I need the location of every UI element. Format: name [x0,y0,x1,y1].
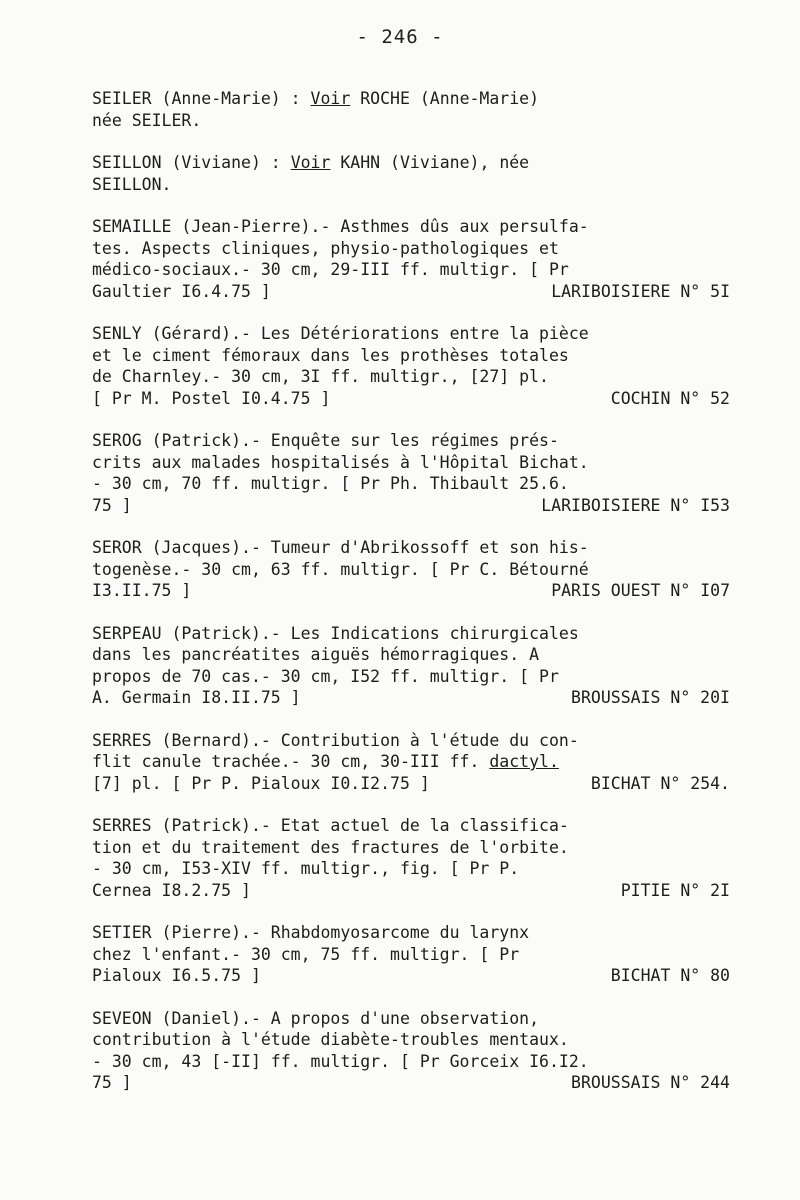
entry-line: SERPEAU (Patrick).- Les Indications chirurgicales [92,623,579,643]
entry-line: - 30 cm, 70 ff. multigr. [ Pr Ph. Thibault 25.6. [92,474,569,493]
entry-line: dans les pancréatites aiguës hémorragiques. A [92,645,540,664]
entry-last-line: [7] pl. [ Pr P. Pialoux I0.I2.75 ] BICHAT N° 254. [92,773,730,793]
shelf-mark: BROUSSAIS N° 244 [571,1073,730,1092]
catalog-entry [92,623,732,709]
entry-line: SENLY (Gérard).- Les Détériorations entre la pièce [92,324,589,343]
entry-last-line: 75 ] LARIBOISIERE N° I53 [92,495,730,515]
entry-line: tes. Aspects cliniques, physio-pathologiques et [92,238,559,258]
catalog-entries [92,88,732,1115]
entry-last-line: Gaultier I6.4.75 ] LARIBOISIERE N° 5I [92,281,730,301]
shelf-mark: COCHIN N° 52 [610,388,730,408]
entry-line: SEMAILLE (Jean-Pierre).- Asthmes dûs aux persulfa- [92,217,589,236]
voir-link: Voir [310,89,351,108]
entry-line: SEILER (Anne-Marie) : Voir ROCHE (Anne-Marie) [92,89,540,108]
catalog-entry [92,537,732,602]
catalog-entry [92,1008,732,1094]
catalog-entry [92,730,732,795]
page-number: - 246 - [356,26,444,48]
entry-last-line: 75 ] BROUSSAIS N° 244 [92,1073,730,1092]
shelf-mark: BICHAT N° 254. [590,773,730,793]
shelf-mark: LARIBOISIERE N° 5I [551,281,730,301]
catalog-entry [92,430,732,516]
shelf-mark: PARIS OUEST N° I07 [551,581,730,600]
entry-last-line: Pialoux I6.5.75 ] BICHAT N° 80 [92,966,730,985]
entry-last-line: Cernea I8.2.75 ] PITIE N° 2I [92,880,730,900]
dactyl-underlined: dactyl. [489,752,559,771]
entry-line: togenèse.- 30 cm, 63 ff. multigr. [ Pr C. Bétourné [92,559,589,579]
catalog-entry [92,323,732,409]
entry-last-line: [ Pr M. Postel I0.4.75 ] COCHIN N° 52 [92,388,730,408]
entry-line: de Charnley.- 30 cm, 3I ff. multigr., [27] pl. [92,367,549,386]
entry-line: médico-sociaux.- 30 cm, 29-III ff. multigr. [ Pr [92,260,569,279]
catalog-entry [92,216,732,302]
entry-line: tion et du traitement des fractures de l'orbite. [92,837,569,857]
shelf-mark: BROUSSAIS N° 20I [571,688,730,707]
entry-line: crits aux malades hospitalisés à l'Hôpital Bichat. [92,452,589,472]
entry-line: SEILLON. [92,174,172,194]
entry-line: SEILLON (Viviane) : Voir KAHN (Viviane), née [92,153,530,172]
entry-line: - 30 cm, 43 [-II] ff. multigr. [ Pr Gorceix I6.I2. [92,1051,589,1071]
catalog-entry [92,922,732,987]
entry-line: SETIER (Pierre).- Rhabdomyosarcome du larynx [92,923,530,942]
entry-line: flit canule trachée.- 30 cm, 30-III ff. dactyl. [92,752,559,771]
entry-line: SEVEON (Daniel).- A propos d'une observation, [92,1008,540,1028]
shelf-mark: PITIE N° 2I [620,880,730,900]
entry-line: née SEILER. [92,110,202,130]
catalog-entry [92,88,732,131]
entry-last-line: I3.II.75 ] PARIS OUEST N° I07 [92,581,730,600]
entry-line: contribution à l'étude diabète-troubles mentaux. [92,1030,569,1049]
entry-line: propos de 70 cas.- 30 cm, I52 ff. multigr. [ Pr [92,666,559,686]
voir-link: Voir [290,153,331,172]
catalog-entry [92,152,732,195]
entry-line: SERRES (Patrick).- Etat actuel de la classifica- [92,816,569,835]
entry-line: - 30 cm, I53-XIV ff. multigr., fig. [ Pr P. [92,859,520,878]
entry-last-line: A. Germain I8.II.75 ] BROUSSAIS N° 20I [92,688,730,707]
entry-line: SEROG (Patrick).- Enquête sur les régimes prés- [92,431,559,450]
shelf-mark: LARIBOISIERE N° I53 [541,495,730,515]
entry-line: chez l'enfant.- 30 cm, 75 ff. multigr. [ Pr [92,944,520,964]
catalog-entry [92,815,732,901]
shelf-mark: BICHAT N° 80 [610,966,730,985]
entry-line: SERRES (Bernard).- Contribution à l'étude du con- [92,730,579,750]
entry-line: SEROR (Jacques).- Tumeur d'Abrikossoff et son his- [92,538,589,557]
entry-line: et le ciment fémoraux dans les prothèses totales [92,345,569,365]
